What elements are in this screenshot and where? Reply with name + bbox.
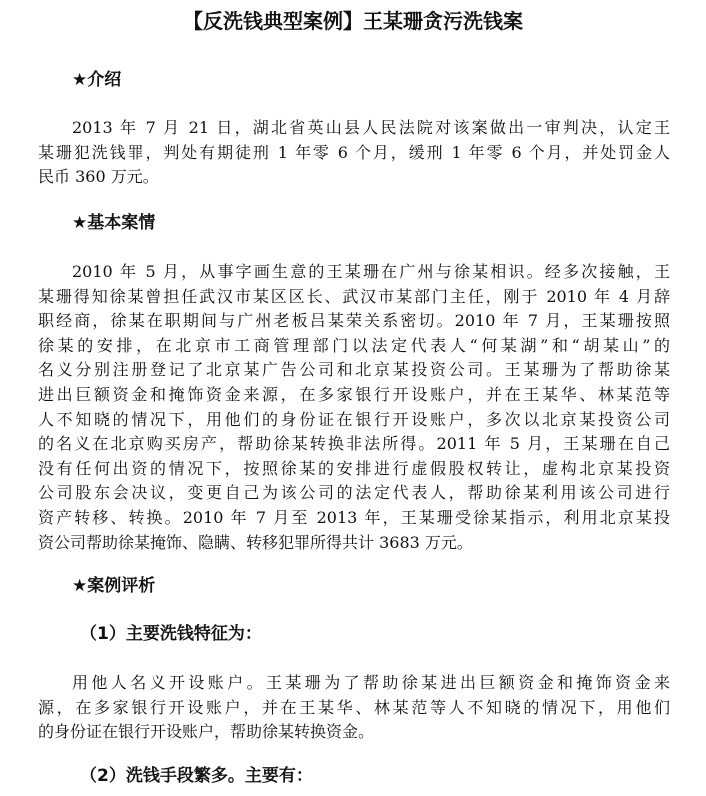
- analysis-point1-paragraph: [38, 671, 670, 745]
- intro-line: 2013 年 7 月 21 日，湖北省英山县人民法院对该案做出一审判决，认定王: [72, 118, 670, 137]
- analysis-line: 用他人名义开设账户。王某珊为了帮助徐某进出巨额资金和掩饰资金来: [72, 673, 670, 692]
- analysis-point2-heading: （2）洗钱手段繁多。主要有：: [80, 766, 313, 786]
- analysis-heading: ★案例评析: [72, 576, 156, 596]
- facts-line: 进出巨额资金和掩饰资金来源，在多家银行开设账户，并在王某华、林某范等: [38, 384, 670, 404]
- analysis-line: 源，在多家银行开设账户，并在王某华、林某范等人不知晓的情况下，用他们: [38, 697, 670, 717]
- facts-line: 资公司帮助徐某掩饰、隐瞒、转移犯罪所得共计 3683 万元。: [38, 532, 473, 552]
- facts-heading: ★基本案情: [72, 213, 156, 233]
- intro-line: 民币 360 万元。: [38, 167, 159, 187]
- facts-line: 名义分别注册登记了北京某广告公司和北京某投资公司。王某珊为了帮助徐某: [38, 360, 670, 380]
- facts-line: 没有任何出资的情况下，按照徐某的安排进行虚假股权转让，虚构北京某投资: [38, 458, 670, 478]
- facts-line: 人不知晓的情况下，用他们的身份证在银行开设账户，多次以北京某投资公司: [38, 409, 670, 429]
- analysis-line: 的身份证在银行开设账户，帮助徐某转换资金。: [38, 722, 375, 742]
- intro-paragraph: [38, 116, 670, 190]
- facts-line: 资产转移、转换。2010 年 7 月至 2013 年，王某珊受徐某指示，利用北京某投: [38, 507, 670, 527]
- intro-heading: ★介绍: [72, 70, 122, 90]
- facts-line: 公司股东会决议，变更自己为该公司的法定代表人，帮助徐某利用该公司进行: [38, 483, 670, 503]
- facts-line: 职经商，徐某在职期间与广州老板吕某荣关系密切。2010 年 7 月，王某珊按照: [38, 311, 670, 331]
- facts-paragraph: [38, 260, 670, 555]
- document-title: 【反洗钱典型案例】王某珊贪污洗钱案: [183, 9, 523, 33]
- facts-line: 某珊得知徐某曾担任武汉市某区区长、武汉市某部门主任，刚于 2010 年 4 月辞: [38, 286, 670, 306]
- facts-line: 2010 年 5 月，从事字画生意的王某珊在广州与徐某相识。经多次接触，王: [72, 262, 670, 281]
- intro-line: 某珊犯洗钱罪，判处有期徒刑 1 年零 6 个月，缓刑 1 年零 6 个月，并处罚金人: [38, 142, 670, 162]
- facts-line: 的名义在北京购买房产，帮助徐某转换非法所得。2011 年 5 月，王某珊在自己: [38, 434, 670, 454]
- facts-line: 徐某的安排，在北京市工商管理部门以法定代表人“何某湖”和“胡某山”的: [38, 335, 670, 355]
- analysis-point1-heading: （1）主要洗钱特征为：: [80, 624, 262, 644]
